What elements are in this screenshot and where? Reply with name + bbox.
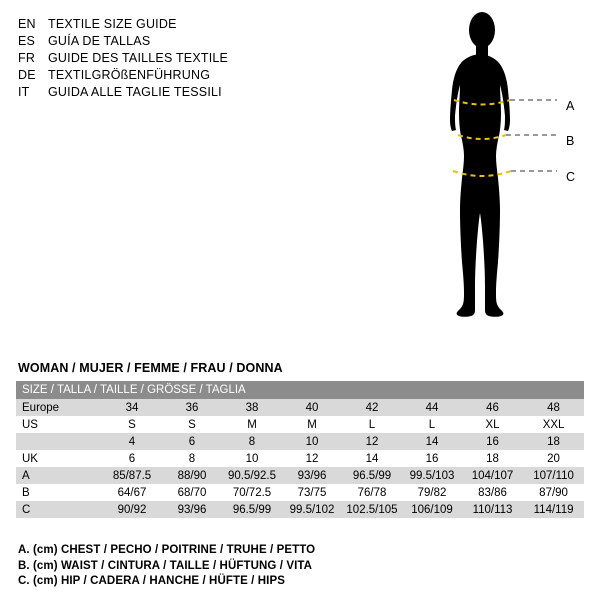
cell: 6 <box>162 433 222 450</box>
cell: 18 <box>462 450 523 467</box>
table-row <box>16 450 584 467</box>
measure-label-b: B <box>566 134 575 148</box>
row-label: Europe <box>16 399 102 416</box>
cell: 93/96 <box>282 467 342 484</box>
row-label: UK <box>16 450 102 467</box>
footnote-list <box>18 543 315 590</box>
cell: 14 <box>402 433 462 450</box>
cell: 38 <box>222 399 282 416</box>
table-row <box>16 484 584 501</box>
cell: 96.5/99 <box>222 501 282 518</box>
cell: L <box>402 416 462 433</box>
cell: 114/119 <box>523 501 584 518</box>
cell: 8 <box>222 433 282 450</box>
cell: 12 <box>282 450 342 467</box>
size-table-wrapper <box>16 381 584 518</box>
cell: 20 <box>523 450 584 467</box>
cell: XL <box>462 416 523 433</box>
cell: 99.5/103 <box>402 467 462 484</box>
cell: 79/82 <box>402 484 462 501</box>
table-row <box>16 399 584 416</box>
cell: 102.5/105 <box>342 501 402 518</box>
cell: 16 <box>462 433 523 450</box>
language-title: GUIDA ALLE TAGLIE TESSILI <box>48 85 222 99</box>
cell: 83/86 <box>462 484 523 501</box>
cell: 4 <box>102 433 162 450</box>
cell: 6 <box>102 450 162 467</box>
language-title: GUÍA DE TALLAS <box>48 34 151 48</box>
language-row <box>18 16 318 33</box>
cell: 8 <box>162 450 222 467</box>
language-title: TEXTILE SIZE GUIDE <box>48 17 177 31</box>
language-list <box>18 16 318 101</box>
cell: 90/92 <box>102 501 162 518</box>
cell: 46 <box>462 399 523 416</box>
measure-label-a: A <box>566 99 575 113</box>
measure-label-c: C <box>566 170 576 184</box>
cell: 107/110 <box>523 467 584 484</box>
female-body-figure <box>420 8 590 373</box>
female-silhouette-icon <box>420 8 590 373</box>
cell: 87/90 <box>523 484 584 501</box>
cell: 90.5/92.5 <box>222 467 282 484</box>
table-header-row <box>16 381 584 399</box>
table-row <box>16 433 584 450</box>
cell: 99.5/102 <box>282 501 342 518</box>
section-title: WOMAN / MUJER / FEMME / FRAU / DONNA <box>18 361 283 375</box>
cell: 70/72.5 <box>222 484 282 501</box>
table-header-label: SIZE / TALLA / TAILLE / GRÖSSE / TAGLIA <box>16 381 584 399</box>
cell: 34 <box>102 399 162 416</box>
cell: M <box>282 416 342 433</box>
table-row <box>16 467 584 484</box>
language-row <box>18 67 318 84</box>
language-row <box>18 33 318 50</box>
cell: 44 <box>402 399 462 416</box>
cell: 106/109 <box>402 501 462 518</box>
language-code: IT <box>18 85 30 99</box>
row-label <box>16 433 102 450</box>
cell: 10 <box>222 450 282 467</box>
cell: L <box>342 416 402 433</box>
cell: 96.5/99 <box>342 467 402 484</box>
language-code: EN <box>18 17 36 31</box>
row-label: US <box>16 416 102 433</box>
cell: 88/90 <box>162 467 222 484</box>
footnote-b: B. (cm) WAIST / CINTURA / TAILLE / HÜFTUNG / VITA <box>18 559 313 572</box>
language-code: DE <box>18 68 36 82</box>
language-code: ES <box>18 34 36 48</box>
cell: 12 <box>342 433 402 450</box>
language-row <box>18 50 318 67</box>
cell: 85/87.5 <box>102 467 162 484</box>
cell: XXL <box>523 416 584 433</box>
cell: 18 <box>523 433 584 450</box>
cell: 76/78 <box>342 484 402 501</box>
cell: 104/107 <box>462 467 523 484</box>
cell: 40 <box>282 399 342 416</box>
cell: 36 <box>162 399 222 416</box>
language-row <box>18 84 318 101</box>
cell: 64/67 <box>102 484 162 501</box>
row-label: C <box>16 501 102 518</box>
row-label: B <box>16 484 102 501</box>
cell: 73/75 <box>282 484 342 501</box>
language-title: GUIDE DES TAILLES TEXTILE <box>48 51 229 65</box>
cell: 110/113 <box>462 501 523 518</box>
footnote-a: A. (cm) CHEST / PECHO / POITRINE / TRUHE / PETTO <box>18 544 316 556</box>
size-table <box>16 381 584 518</box>
cell: S <box>162 416 222 433</box>
cell: 14 <box>342 450 402 467</box>
cell: 16 <box>402 450 462 467</box>
cell: S <box>102 416 162 433</box>
cell: M <box>222 416 282 433</box>
cell: 48 <box>523 399 584 416</box>
cell: 68/70 <box>162 484 222 501</box>
cell: 10 <box>282 433 342 450</box>
row-label: A <box>16 467 102 484</box>
cell: 42 <box>342 399 402 416</box>
table-row <box>16 416 584 433</box>
language-title: TEXTILGRÖßENFÜHRUNG <box>48 68 211 82</box>
footnote-c: C. (cm) HIP / CADERA / HANCHE / HÜFTE / HIPS <box>18 575 286 587</box>
table-row <box>16 501 584 518</box>
cell: 93/96 <box>162 501 222 518</box>
language-code: FR <box>18 51 36 65</box>
